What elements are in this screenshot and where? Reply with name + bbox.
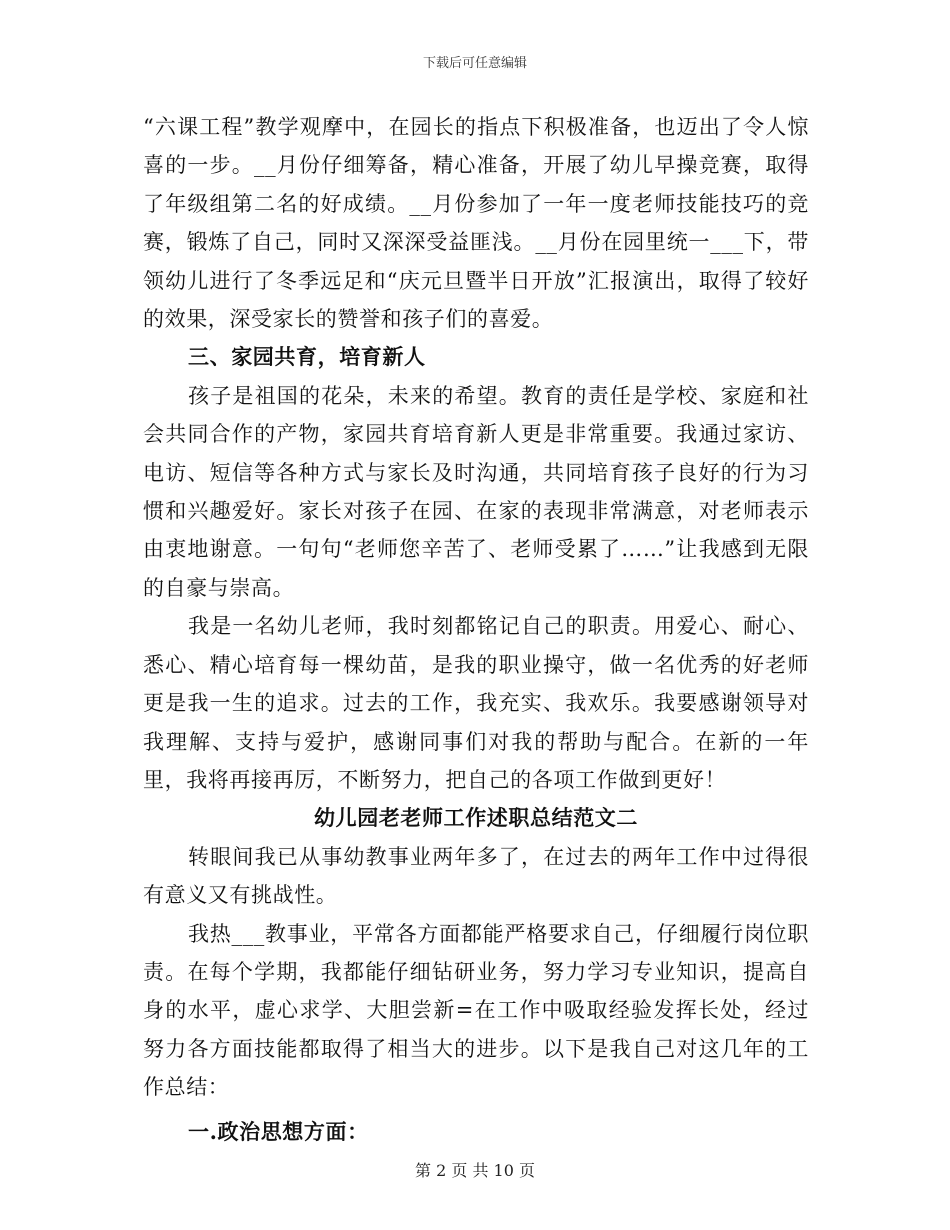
page-footer: 第 2 页 共 10 页 [415,1161,535,1180]
document-title-two: 幼儿园老老师工作述职总结范文二 [314,805,638,831]
section-heading-home-school: 三、家园共育，培育新人 [188,344,426,370]
paragraph-home-school: 孩子是祖国的花朵，未来的希望。教育的责任是学校、家庭和社会共同合作的产物，家园共育培育新人更是非常重要。我通过家访、电访、短信等各种方式与家长及时沟通，共同培育孩子良好的行为习惯和兴趣爱好。家长对孩子在园、在家的表现非常满意，对老师表示由衷地谢意。一句句“老师您辛苦了、老师受累了……”让我感到无限的自豪与崇高。 [143,383,809,600]
section-heading-politics: 一.政治思想方面： [188,1118,369,1144]
paragraph-work-attitude: 我热___教事业，平常各方面都能严格要求自己，仔细履行岗位职责。在每个学期，我都能仔细钻研业务，努力学习专业知识，提高自身的水平，虚心求学、大胆尝新=在工作中吸取经验发挥长处，经过努力各方面技能都取得了相当大的进步。以下是我自己对这几年的工作总结： [143,921,809,1100]
document-body [143,108,809,1151]
paragraph-duty: 我是一名幼儿老师，我时刻都铭记自己的职责。用爱心、耐心、悉心、精心培育每一棵幼苗，是我的职业操守，做一名优秀的好老师更是我一生的追求。过去的工作，我充实、我欢乐。我要感谢领导对我理解、支持与爱护，感谢同事们对我的帮助与配合。在新的一年里，我将再接再厉，不断努力，把自己的各项工作做到更好！ [143,614,809,792]
page-header: 下载后可任意编辑 [422,56,527,71]
paragraph-continued: “六课工程”教学观摩中，在园长的指点下积极准备，也迈出了令人惊喜的一步。__月份仔细筹备，精心准备，开展了幼儿早操竞赛，取得了年级组第二名的好成绩。__月份参加了一年一度老师技能技巧的竞赛，锻炼了自己，同时又深深受益匪浅。__月份在园里统一___下，带领幼儿进行了冬季远足和“庆元旦暨半日开放”汇报演出，取得了较好的效果，深受家长的赞誉和孩子们的喜爱。 [143,115,809,332]
paragraph-intro: 转眼间我已从事幼教事业两年多了，在过去的两年工作中过得很有意义又有挑战性。 [143,844,809,908]
